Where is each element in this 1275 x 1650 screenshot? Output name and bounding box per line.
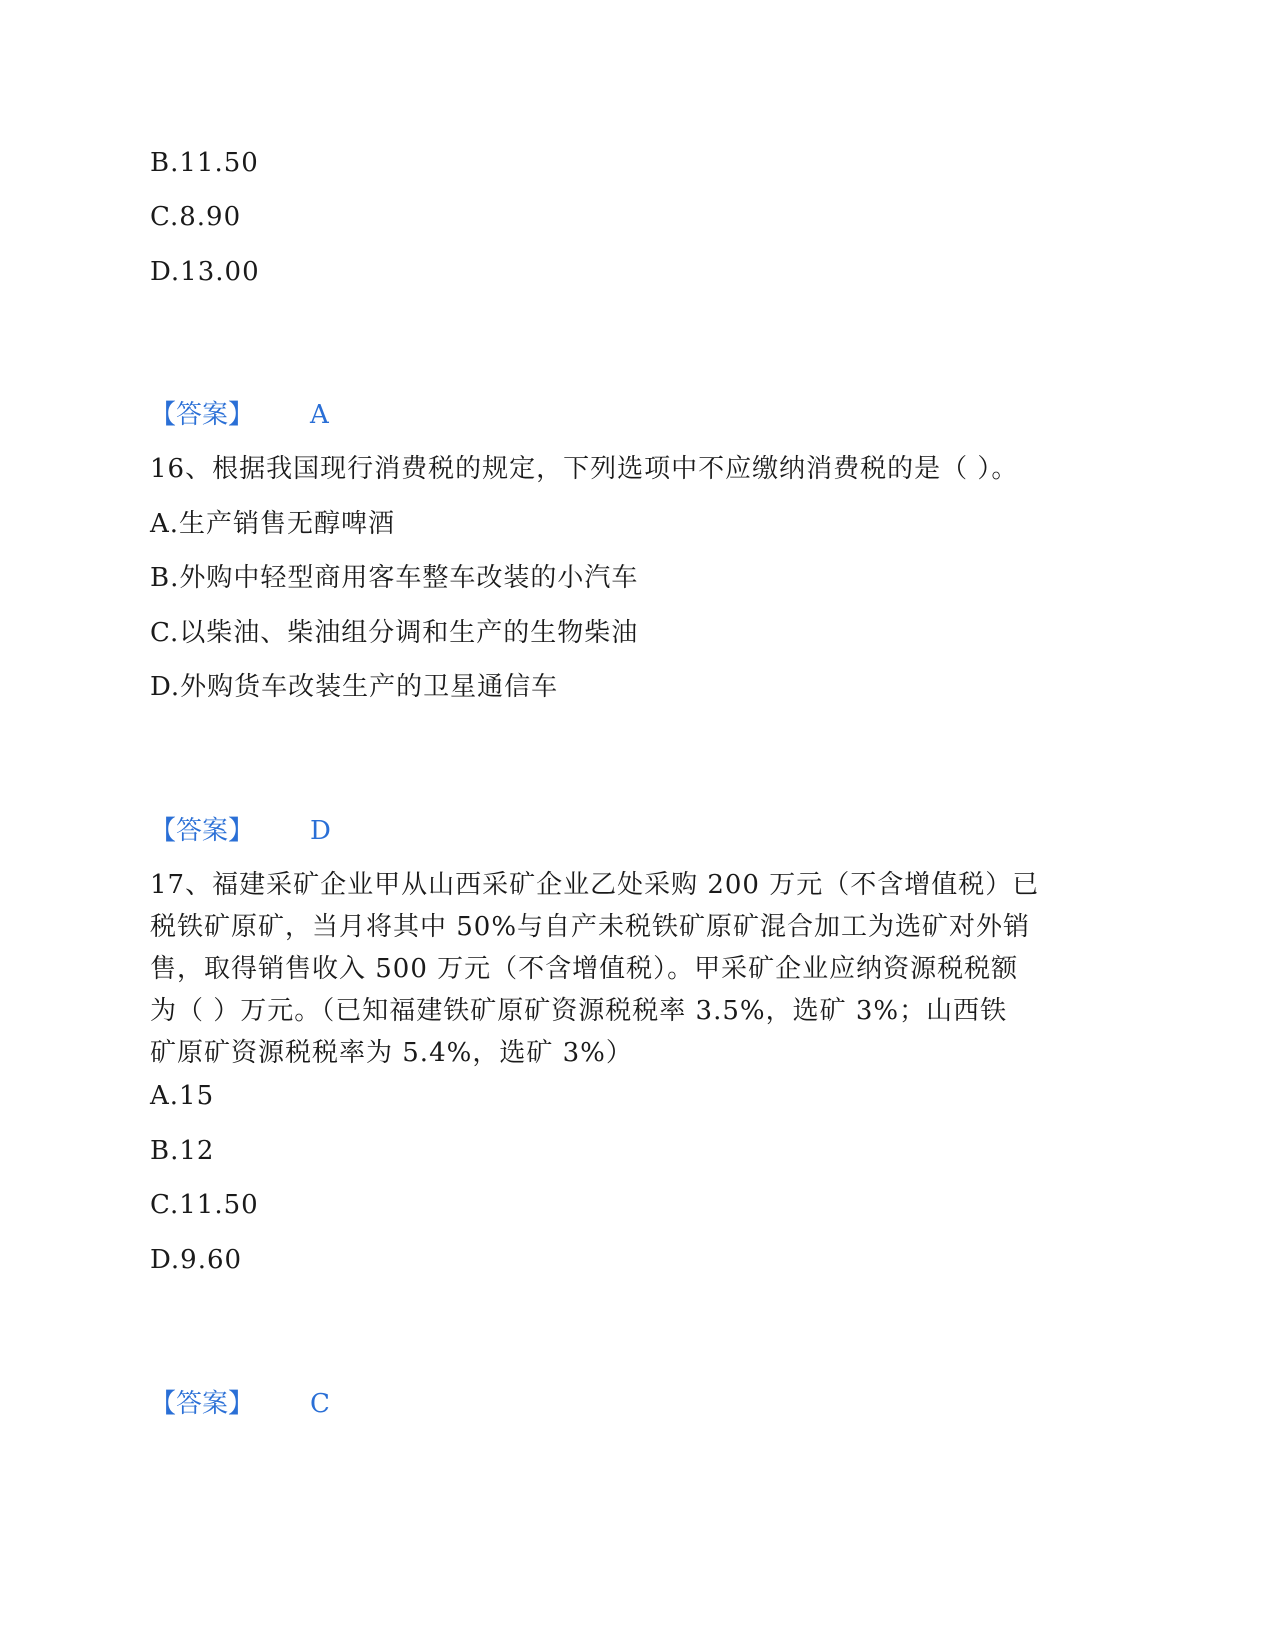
q17-stem [150,864,1100,1074]
q17-stem-line: 售，取得销售收入 500 万元（不含增值税）。甲采矿企业应纳资源税税额 [150,954,1019,984]
q15-answer-row [150,398,329,432]
q17-option-a: A.15 [150,1081,215,1111]
answer-tag: 【答案】 [150,816,255,846]
q16-option-d: D.外购货车改装生产的卫星通信车 [150,672,559,702]
answer-value: A [310,400,329,430]
q15-option-c: C.8.90 [150,202,242,232]
q17-stem-line: 17、福建采矿企业甲从山西采矿企业乙处采购 200 万元（不含增值税）已 [150,870,1040,900]
q17-answer-row [150,1387,330,1421]
answer-tag: 【答案】 [150,400,255,430]
q17-option-d: D.9.60 [150,1245,243,1275]
q17-option-b: B.12 [150,1136,215,1166]
q16-stem: 16、根据我国现行消费税的规定，下列选项中不应缴纳消费税的是（ ）。 [150,454,1019,484]
q17-stem-line: 矿原矿资源税税率为 5.4%，选矿 3%） [150,1038,633,1068]
q17-stem-line: 为（ ）万元。（已知福建铁矿原矿资源税税率 3.5%，选矿 3%；山西铁 [150,996,1008,1026]
q16-answer-row [150,814,331,848]
q16-option-b: B.外购中轻型商用客车整车改装的小汽车 [150,563,639,593]
answer-tag: 【答案】 [150,1389,255,1419]
answer-value: C [310,1389,330,1419]
q15-option-b: B.11.50 [150,148,259,178]
q17-stem-line: 税铁矿原矿，当月将其中 50%与自产未税铁矿原矿混合加工为选矿对外销 [150,912,1031,942]
q16-option-c: C.以柴油、柴油组分调和生产的生物柴油 [150,618,639,648]
q17-option-c: C.11.50 [150,1190,259,1220]
answer-value: D [310,816,331,846]
q16-option-a: A.生产销售无醇啤酒 [150,509,396,539]
q15-option-d: D.13.00 [150,257,260,287]
